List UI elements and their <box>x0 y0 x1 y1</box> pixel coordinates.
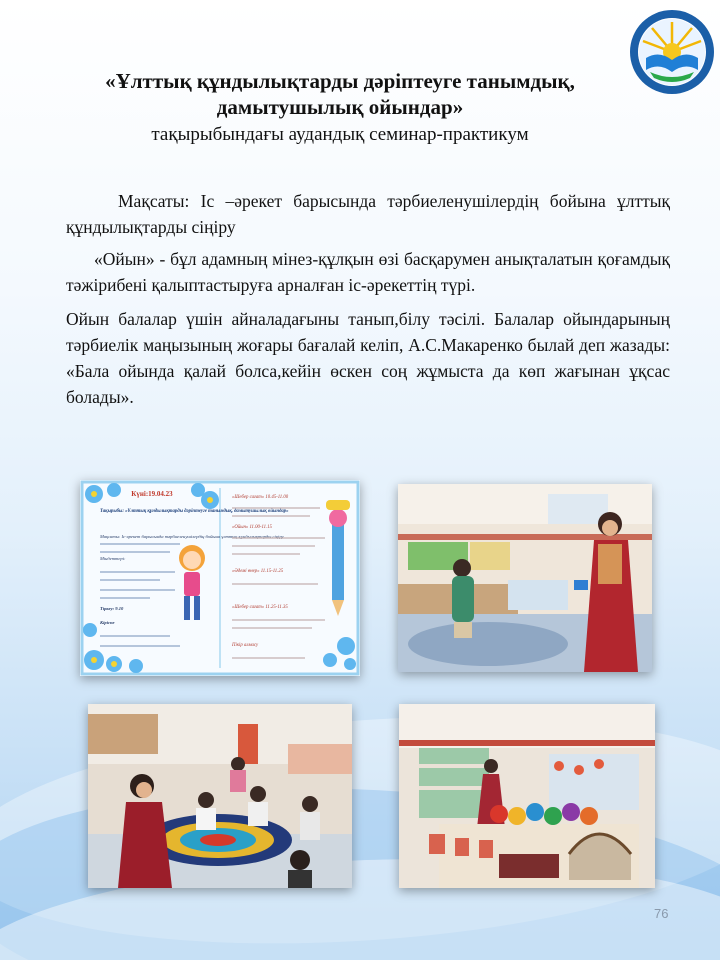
definition-paragraph: «Ойын» - бұл адамның мінез-құлқын өзі басқарумен анықталатын қоғамдық тәжірибені қалыптастыруға арналған іс-әрекеттің түрі. <box>66 249 670 295</box>
title-subtitle: тақырыбындағы аудандық семинар-практикум <box>151 124 529 145</box>
quote-paragraph: Ойын балалар үшін айналадағыны танып,білу тәсілі. Балалар ойындарының тәрбиелік маңызының жоғары бағалай келіп, А.С.Макаренко былай деп жазады: «Бала ойында қалай болса,кейін өскен соң жұмыста да көп жағынан ұқсас болады». <box>66 309 670 407</box>
poster-line: Міндеттері: <box>100 556 126 561</box>
classroom-photo-1 <box>398 484 652 672</box>
poster-schedule-line: «Шебер сағат» 11.25-11.35 <box>232 605 288 610</box>
body-text <box>66 188 670 410</box>
classroom-photo-3 <box>399 704 655 888</box>
event-program-poster <box>80 480 360 676</box>
title-line-1: «Ұлттық құндылықтарды дәріптеуге танымдық, <box>105 69 575 93</box>
poster-line: Мақсаты: Іс-әрекет барысында тәрбиеленушілердің бойына ұлттық құндылықтарды сіңіру. <box>100 534 285 539</box>
poster-schedule-line: Пікір алмасу <box>232 643 259 648</box>
title-line-2: дамытушылық ойындар» <box>216 95 464 119</box>
classroom-photo-2 <box>88 704 352 888</box>
poster-schedule-line: «Әдемі өнер» 11.15-11.25 <box>232 569 284 574</box>
poster-schedule-line: «Ойын» 11.00-11.15 <box>232 525 272 530</box>
page-number: 76 <box>654 906 669 921</box>
poster-heading: Тақырыбы: «Ұлттық құндылықтарды дәріптеуге танымдық, дамытушылық ойындар» <box>100 509 289 514</box>
goal-paragraph: Мақсаты: Іс –әрекет барысында тәрбиеленушілердің бойына ұлттық құндылықтарды сіңіру <box>66 191 670 237</box>
school-logo-icon <box>628 8 716 96</box>
poster-date: Күні:19.04.23 <box>131 490 173 498</box>
poster-line: Кіріспе <box>100 620 115 625</box>
poster-schedule-line: «Шебер сағат» 10.45-11.00 <box>232 495 289 500</box>
poster-line: Тіркеу: 9.10 <box>100 606 124 611</box>
slide-title <box>60 68 620 148</box>
